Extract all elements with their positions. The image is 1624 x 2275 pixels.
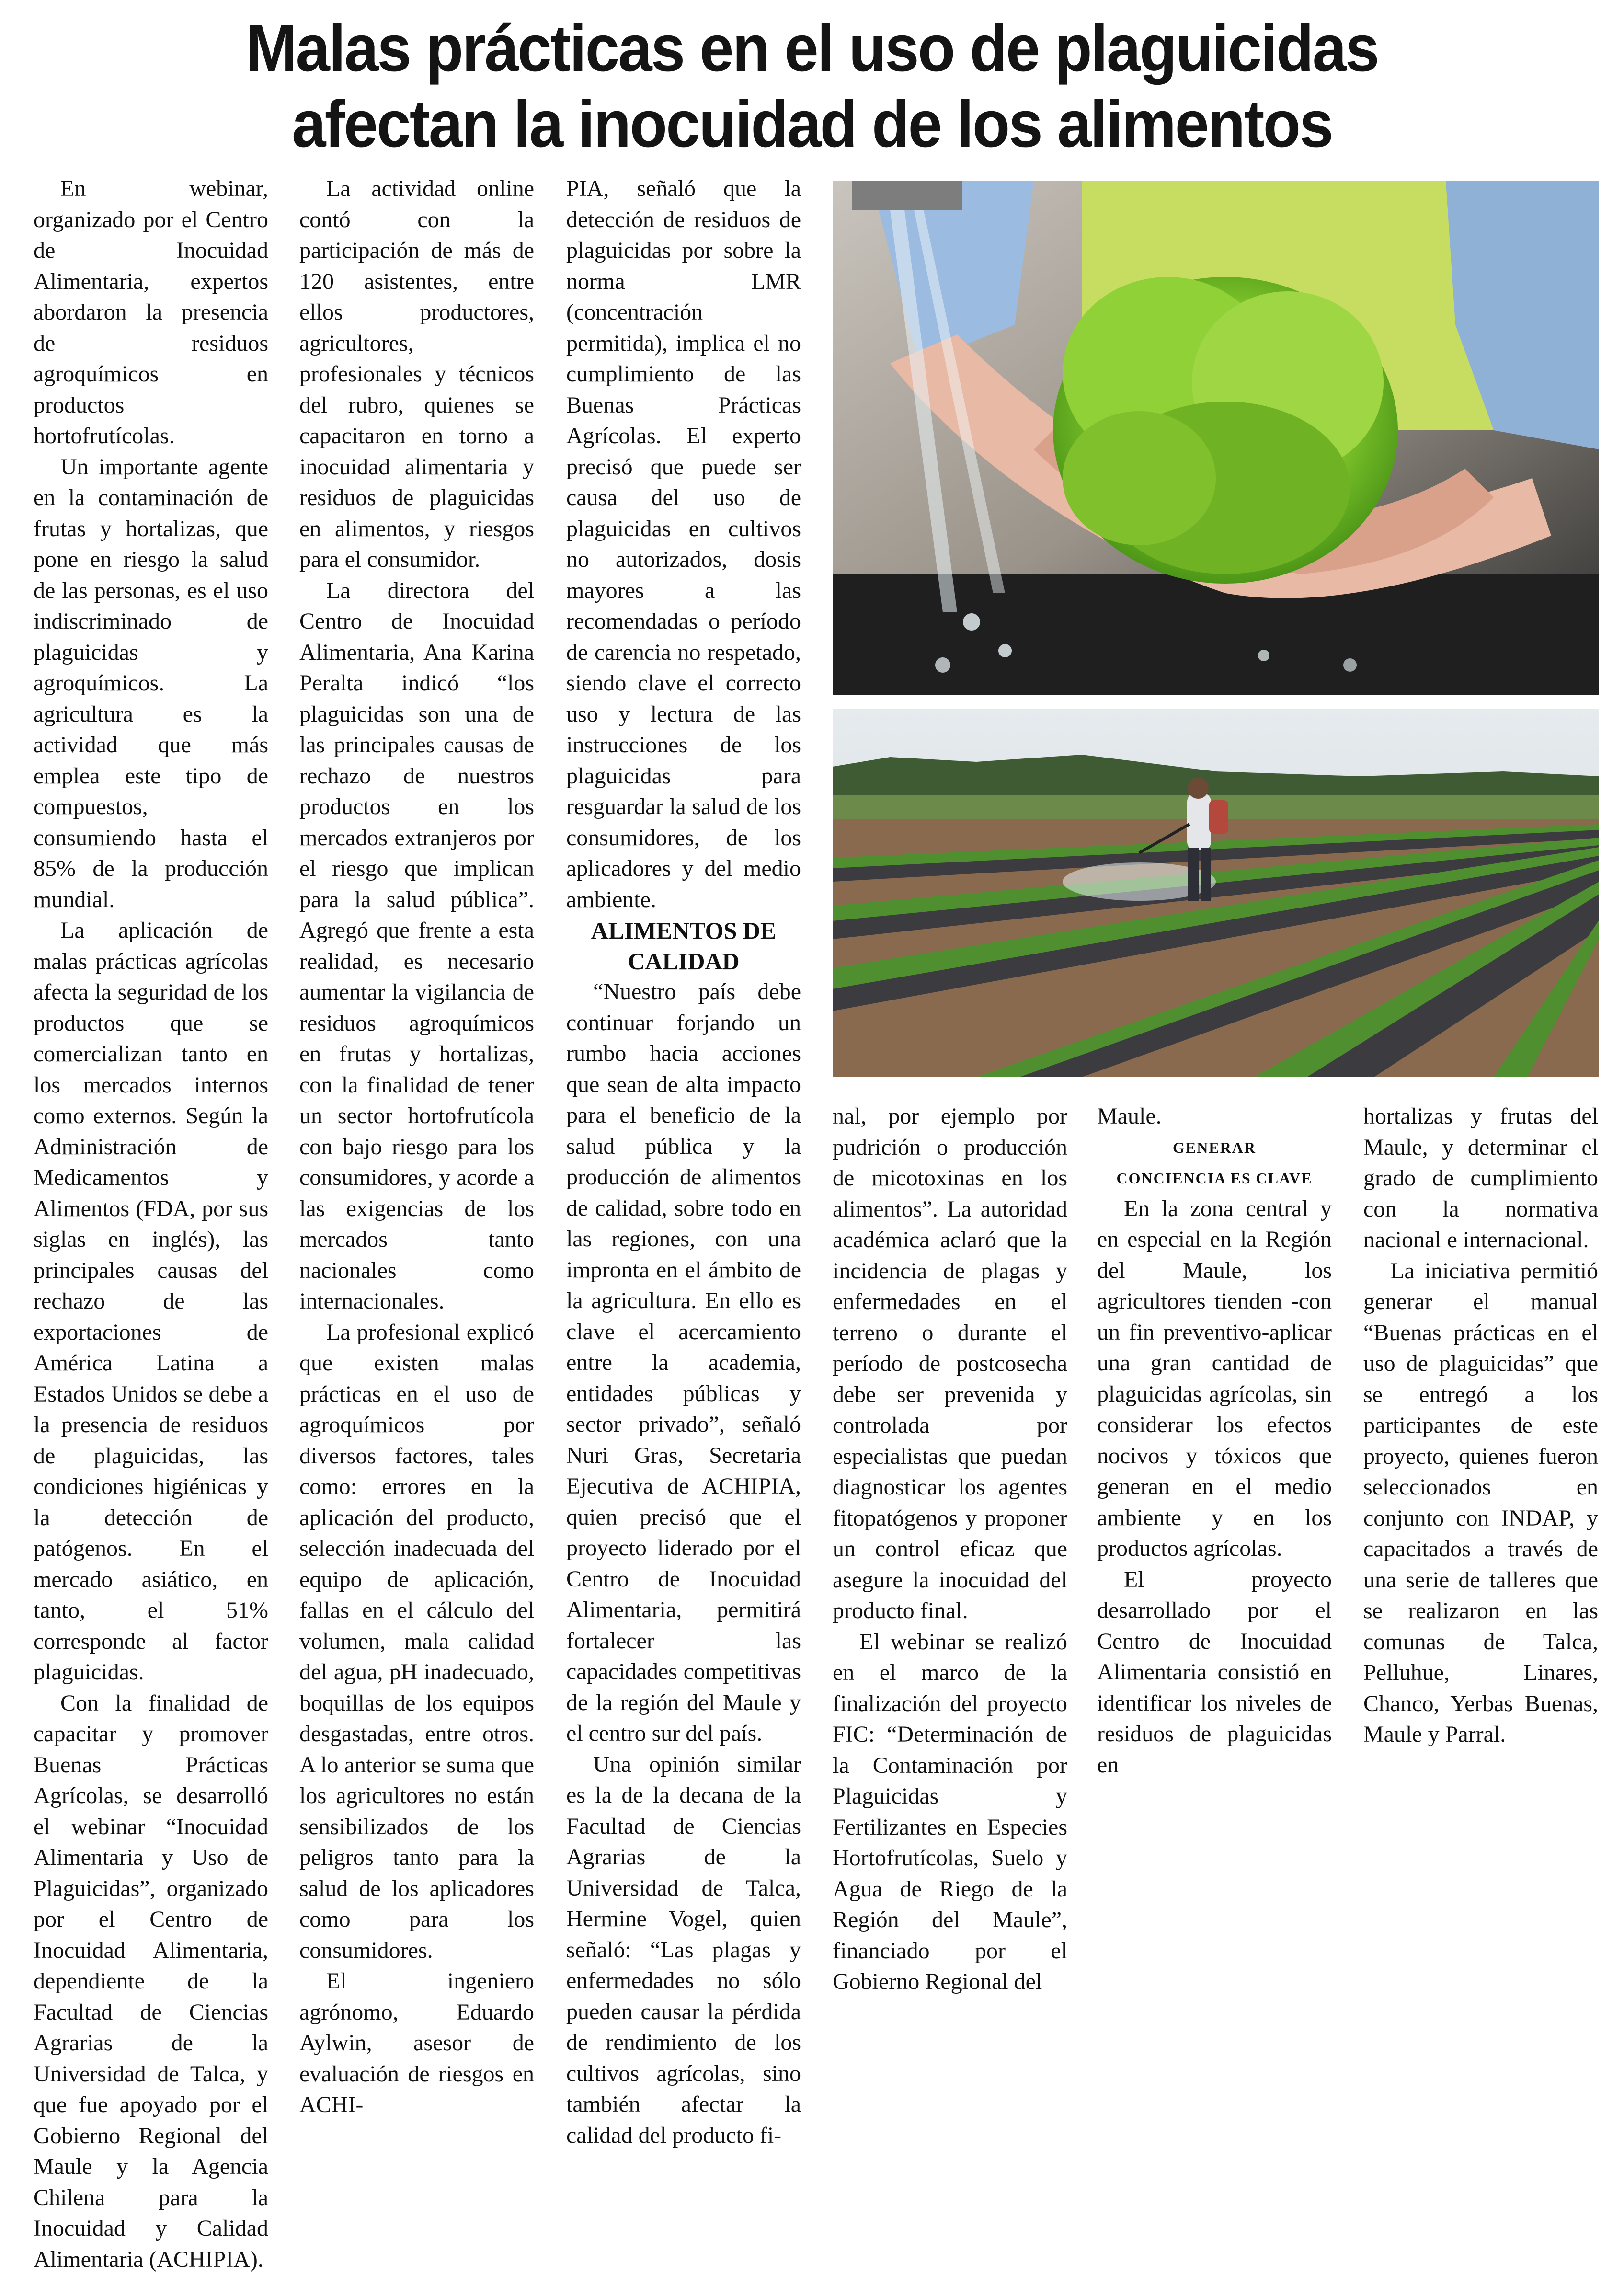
paragraph: La profesional explicó que existen malas prácticas en el uso de agroquímicos por diversos factores, tales como: errores en la aplicación del producto, selección inadecuada del equipo de aplicación, fallas en el cálculo del volumen, mala calidad del agua, pH inadecuado, boquillas de los equipos desgastadas, entre otros. A lo anterior se suma que los agricultores no están sensibilizados de los peligros tanto para la salud de los aplicadores como para los consumidores.	[299, 1317, 534, 1966]
paragraph: El ingeniero agrónomo, Eduardo Aylwin, asesor de evaluación de riesgos en ACHI-	[299, 1966, 534, 2121]
article-column-1	[34, 173, 268, 2186]
paragraph: En la zona central y en especial en la Región del Maule, los agricultores tienden -con un fin preventivo-aplicar una gran cantidad de plaguicidas agrícolas, sin considerar los efectos nocivos y tóxicos que generan en el medio ambiente y en los productos agrícolas.	[1097, 1194, 1332, 1564]
paragraph: Maule.	[1097, 1101, 1332, 1132]
lettuce-washing-illustration	[833, 181, 1599, 695]
paragraph: En webinar, organizado por el Centro de Inocuidad Alimentaria, expertos abordaron la presencia de residuos agroquímicos en productos hortofrutícolas.	[34, 173, 268, 452]
paragraph: Con la finalidad de capacitar y promover Buenas Prácticas Agrícolas, se desarrolló el webinar “Inocuidad Alimentaria y Uso de Plaguicidas”, organizado por el Centro de Inocuidad Alimentaria, dependiente de la Facultad de Ciencias Agrarias de la Universidad de Talca, y que fue apoyado por el Gobierno Regional del Maule y la Agencia Chilena para la Inocuidad y Calidad Alimentaria (ACHIPIA).	[34, 1688, 268, 2275]
subheading-line: CALIDAD	[628, 948, 739, 975]
article-column-2	[299, 173, 534, 2186]
paragraph: Un importante agente en la contaminación de frutas y hortalizas, que pone en riesgo la salud de las personas, es el uso indiscriminado de plaguicidas y agroquímicos. La agricultura es la actividad que más emplea este tipo de compuestos, consumiendo hasta el 85% de la producción mundial.	[34, 452, 268, 916]
photo-lettuce-washing	[833, 181, 1599, 695]
subheading-generar-conciencia	[1097, 1132, 1332, 1194]
paragraph: La actividad online contó con la participación de más de 120 asistentes, entre ellos productores, agricultores, profesionales y técnicos del rubro, quienes se capacitaron en torno a inocuidad alimentaria y residuos de plaguicidas en alimentos, y riesgos para el consumidor.	[299, 173, 534, 575]
paragraph: El proyecto desarrollado por el Centro de Inocuidad Alimentaria consistió en identificar los niveles de residuos de plaguicidas en	[1097, 1564, 1332, 1781]
headline	[57, 11, 1567, 162]
subheading-line: GENERAR	[1173, 1139, 1256, 1156]
headline-line-1: Malas prácticas en el uso de plaguicidas	[246, 11, 1378, 85]
article-column-4	[833, 1101, 1067, 2186]
article-column-5	[1097, 1101, 1332, 2186]
paragraph: El webinar se realizó en el marco de la finalización del proyecto FIC: “Determinación de la Contaminación por Plaguicidas y Fertilizantes en Especies Hortofrutícolas, Suelo y Agua de Riego de la Región del Maule”, financiado por el Gobierno Regional del	[833, 1627, 1067, 1998]
photo-field-spraying	[833, 709, 1599, 1077]
article-column-6	[1363, 1101, 1598, 2186]
paragraph: PIA, señaló que la detección de residuos de plaguicidas por sobre la norma LMR (concentración permitida), implica el no cumplimiento de las Buenas Prácticas Agrícolas. El experto precisó que puede ser causa del uso de plaguicidas en cultivos no autorizados, dosis mayores a las recomendadas o período de carencia no respetado, siendo clave el correcto uso y lectura de las instrucciones de los plaguicidas para resguardar la salud de los consumidores, de los aplicadores y del medio ambiente.	[566, 173, 801, 915]
paragraph: La iniciativa permitió generar el manual “Buenas prácticas en el uso de plaguicidas” que se entregó a los participantes de este proyecto, quienes fueron seleccionados en conjunto con INDAP, y capacitados a través de una serie de talleres que se realizaron en las comunas de Talca, Pelluhue, Linares, Chanco, Yerbas Buenas, Maule y Parral.	[1363, 1256, 1598, 1750]
field-spraying-illustration	[833, 709, 1599, 1077]
paragraph: “Nuestro país debe continuar forjando un rumbo hacia acciones que sean de alta impacto para el beneficio de la salud pública y la producción de alimentos de calidad, sobre todo en las regiones, con una impronta en el ámbito de la agricultura. En ello es clave el acercamiento entre la academia, entidades públicas y sector privado”, señaló Nuri Gras, Secretaria Ejecutiva de ACHIPIA, quien precisó que el proyecto liderado por el Centro de Inocuidad Alimentaria, permitirá fortalecer las capacidades competitivas de la región del Maule y el centro sur del país.	[566, 977, 801, 1749]
paragraph: La directora del Centro de Inocuidad Alimentaria, Ana Karina Peralta indicó “los plaguicidas son una de las principales causas de rechazo de nuestros productos en los mercados extranjeros por el riesgo que implican para la salud pública”. Agregó que frente a esta realidad, es necesario aumentar la vigilancia de residuos agroquímicos en frutas y hortalizas, con la finalidad de tener un sector hortofrutícola con bajo riesgo para los consumidores, y acorde a las exigencias de los mercados tanto nacionales como internacionales.	[299, 575, 534, 1317]
subheading-alimentos-de-calidad	[566, 915, 801, 977]
paragraph: Una opinión similar es la de la decana de la Facultad de Ciencias Agrarias de la Universidad de Talca, Hermine Vogel, quien señaló: “Las plagas y enfermedades no sólo pueden causar la pérdida de rendimiento de los cultivos agrícolas, sino también afectar la calidad del producto fi-	[566, 1749, 801, 2151]
subheading-line: CONCIENCIA ES CLAVE	[1116, 1170, 1312, 1187]
paragraph: La aplicación de malas prácticas agrícolas afecta la seguridad de los productos que se comercializan tanto en los mercados internos como externos. Según la Administración de Medicamentos y Alimentos (FDA, por sus siglas en inglés), las principales causas del rechazo de las exportaciones de América Latina a Estados Unidos se debe a la presencia de residuos de plaguicidas, las condiciones higiénicas y la detección de patógenos. En el mercado asiático, en tanto, el 51% corresponde al factor plaguicidas.	[34, 915, 268, 1688]
headline-line-2: afectan la inocuidad de los alimentos	[292, 87, 1332, 161]
paragraph: nal, por ejemplo por pudrición o producción de micotoxinas en los alimentos”. La autoridad académica aclaró que la incidencia de plagas y enfermedades en el terreno o durante el período de postcosecha debe ser prevenida y controlada por especialistas que puedan diagnosticar los agentes fitopatógenos y proponer un control eficaz que asegure la inocuidad del producto final.	[833, 1101, 1067, 1627]
subheading-line: ALIMENTOS DE	[591, 917, 777, 944]
paragraph: hortalizas y frutas del Maule, y determinar el grado de cumplimiento con la normativa nacional e internacional.	[1363, 1101, 1598, 1256]
article-column-3	[566, 173, 801, 2186]
